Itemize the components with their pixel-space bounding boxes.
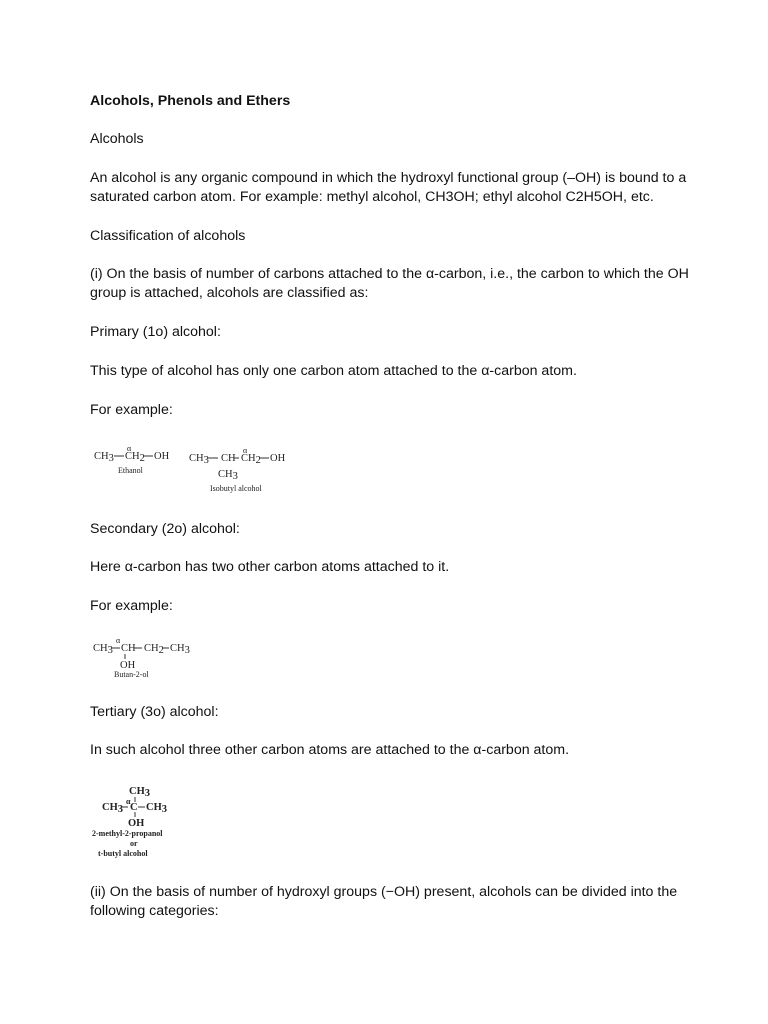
butan-2-ol-structure — [90, 634, 210, 682]
primary-alcohol-structures — [90, 440, 300, 500]
tertiary-description: In such alcohol three other carbon atoms are attached to the α-carbon atom. — [90, 742, 570, 758]
basis-two-line-2: following categories: — [90, 903, 219, 919]
primary-description: This type of alcohol has only one carbon atom attached to the α-carbon atom. — [90, 363, 577, 379]
svg-text:CH3: CH3 — [170, 643, 190, 656]
svg-text:CH3: CH3 — [218, 469, 238, 482]
svg-text:OH: OH — [120, 660, 136, 671]
svg-text:CH3: CH3 — [94, 451, 114, 464]
butan-2-ol-label: Butan-2-ol — [114, 670, 149, 679]
svg-text:CH: CH — [221, 453, 236, 464]
secondary-heading: Secondary (2o) alcohol: — [90, 521, 240, 537]
tertiary-name-2: t-butyl alcohol — [98, 849, 148, 858]
svg-text:α: α — [243, 446, 248, 455]
svg-text:CH2: CH2 — [125, 451, 145, 464]
secondary-description: Here α-carbon has two other carbon atoms attached to it. — [90, 559, 450, 575]
svg-text:CH3: CH3 — [129, 786, 150, 799]
ethanol-label: Ethanol — [118, 466, 143, 475]
basis-one-line-1: (i) On the basis of number of carbons attached to the α-carbon, i.e., the carbon to which the OH — [90, 266, 689, 282]
svg-text:CH3: CH3 — [102, 802, 123, 815]
svg-text:α: α — [126, 797, 131, 806]
svg-text:α: α — [127, 444, 132, 453]
svg-text:OH: OH — [128, 818, 145, 829]
svg-text:OH: OH — [270, 453, 286, 464]
svg-text:OH: OH — [154, 451, 170, 462]
svg-text:CH2: CH2 — [241, 453, 261, 466]
svg-text:CH: CH — [121, 643, 136, 654]
secondary-example-label: For example: — [90, 598, 173, 614]
primary-heading: Primary (1o) alcohol: — [90, 324, 221, 340]
section-heading-alcohols: Alcohols — [90, 131, 144, 147]
tertiary-name-1: 2-methyl-2-propanol — [92, 829, 163, 838]
primary-example-label: For example: — [90, 402, 173, 418]
svg-text:CH3: CH3 — [93, 643, 113, 656]
isobutyl-label: Isobutyl alcohol — [210, 484, 262, 493]
svg-text:CH3: CH3 — [146, 802, 167, 815]
tertiary-alcohol-structure — [90, 780, 200, 862]
page-title: Alcohols, Phenols and Ethers — [90, 93, 291, 109]
classification-heading: Classification of alcohols — [90, 228, 246, 244]
svg-text:CH2: CH2 — [144, 643, 164, 656]
basis-one-line-2: group is attached, alcohols are classified as: — [90, 285, 369, 301]
svg-text:CH3: CH3 — [189, 453, 209, 466]
intro-text-line-1: An alcohol is any organic compound in which the hydroxyl functional group (–OH) is bound to a — [90, 170, 687, 186]
tertiary-heading: Tertiary (3o) alcohol: — [90, 704, 219, 720]
intro-text-line-2: saturated carbon atom. For example: methyl alcohol, CH3OH; ethyl alcohol C2H5OH, etc. — [90, 189, 654, 205]
ethanol-structure — [94, 444, 170, 475]
isobutyl-alcohol-structure — [189, 446, 286, 493]
svg-text:C: C — [130, 802, 138, 813]
svg-text:α: α — [116, 636, 121, 645]
tertiary-or: or — [130, 839, 138, 848]
basis-two-line-1: (ii) On the basis of number of hydroxyl groups (−OH) present, alcohols can be divided into the — [90, 884, 678, 900]
